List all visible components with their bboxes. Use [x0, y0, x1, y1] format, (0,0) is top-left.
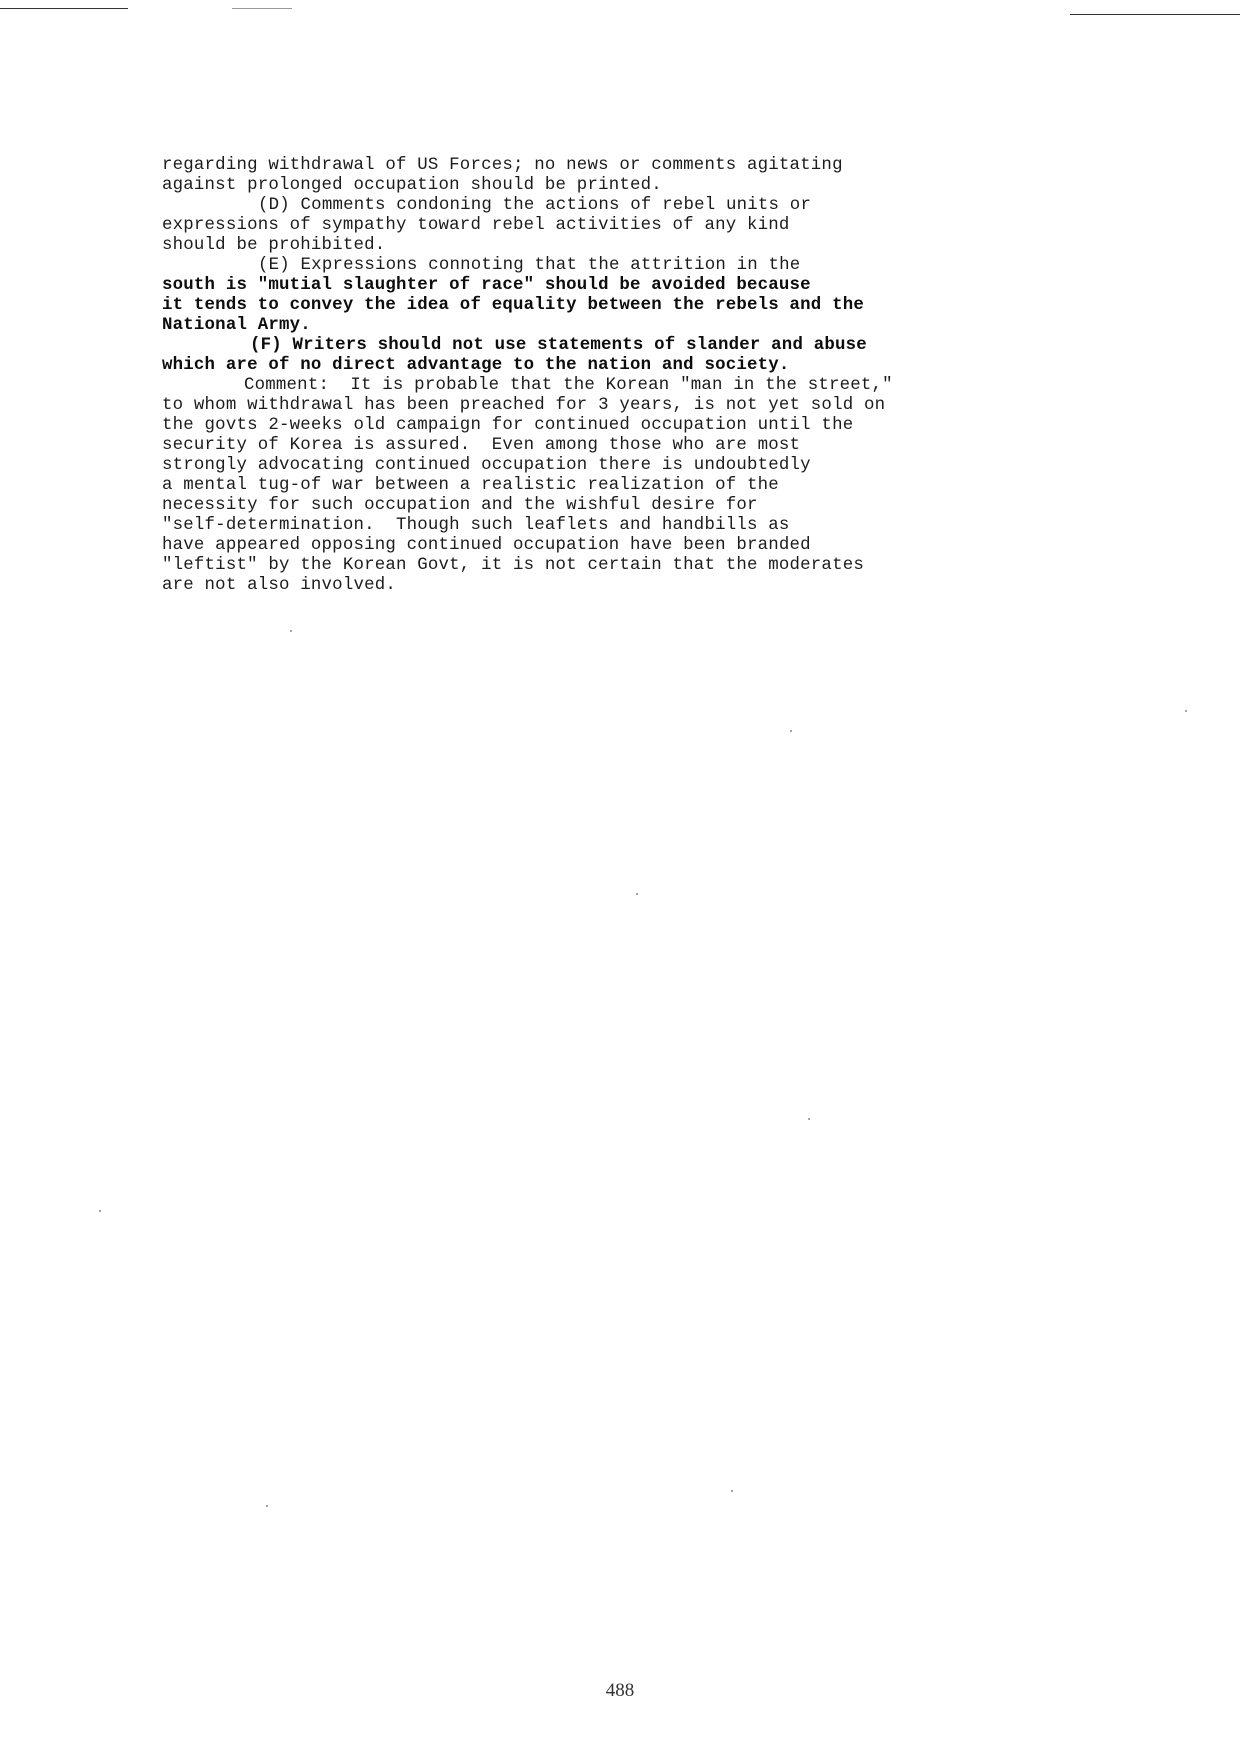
scan-speck	[731, 1490, 733, 1492]
text-line: "self-determination. Though such leaflets and handbills as	[162, 516, 790, 535]
text-line: security of Korea is assured. Even among those who are most	[162, 436, 801, 455]
scan-speck	[290, 630, 292, 632]
text-line: strongly advocating continued occupation there is undoubtedly	[162, 456, 811, 475]
scan-speck	[636, 893, 638, 895]
scan-speck	[1185, 710, 1187, 712]
scan-edge-line-mid	[232, 8, 292, 9]
text-line: (D) Comments condoning the actions of rebel units or	[258, 196, 812, 215]
text-line: (F) Writers should not use statements of slander and abuse	[250, 336, 867, 355]
text-line: south is "mutial slaughter of race" should be avoided because	[162, 276, 811, 295]
scan-edge-line-left	[0, 8, 128, 9]
scan-speck	[790, 730, 792, 732]
text-line: expressions of sympathy toward rebel activities of any kind	[162, 216, 790, 235]
text-line: it tends to convey the idea of equality between the rebels and the	[162, 296, 864, 315]
text-line: (E) Expressions connoting that the attrition in the	[258, 256, 801, 275]
text-line: against prolonged occupation should be printed.	[162, 176, 662, 195]
text-line: are not also involved.	[162, 576, 396, 595]
text-line: have appeared opposing continued occupation have been branded	[162, 536, 811, 555]
text-line: regarding withdrawal of US Forces; no news or comments agitating	[162, 156, 843, 175]
text-line: Comment: It is probable that the Korean "man in the street,"	[244, 376, 893, 395]
page-number: 488	[605, 1680, 635, 1701]
scan-edge-line-right	[1070, 14, 1240, 15]
text-line: to whom withdrawal has been preached for 3 years, is not yet sold on	[162, 396, 886, 415]
text-line: National Army.	[162, 316, 311, 335]
text-line: which are of no direct advantage to the nation and society.	[162, 356, 790, 375]
text-line: should be prohibited.	[162, 236, 386, 255]
text-line: the govts 2-weeks old campaign for continued occupation until the	[162, 416, 854, 435]
text-line: a mental tug-of war between a realistic realization of the	[162, 476, 779, 495]
scan-speck	[266, 1505, 268, 1507]
text-line: "leftist" by the Korean Govt, it is not certain that the moderates	[162, 556, 864, 575]
scan-speck	[808, 1118, 810, 1120]
text-line: necessity for such occupation and the wishful desire for	[162, 496, 758, 515]
document-body	[162, 156, 1022, 596]
scan-speck	[99, 1210, 101, 1212]
